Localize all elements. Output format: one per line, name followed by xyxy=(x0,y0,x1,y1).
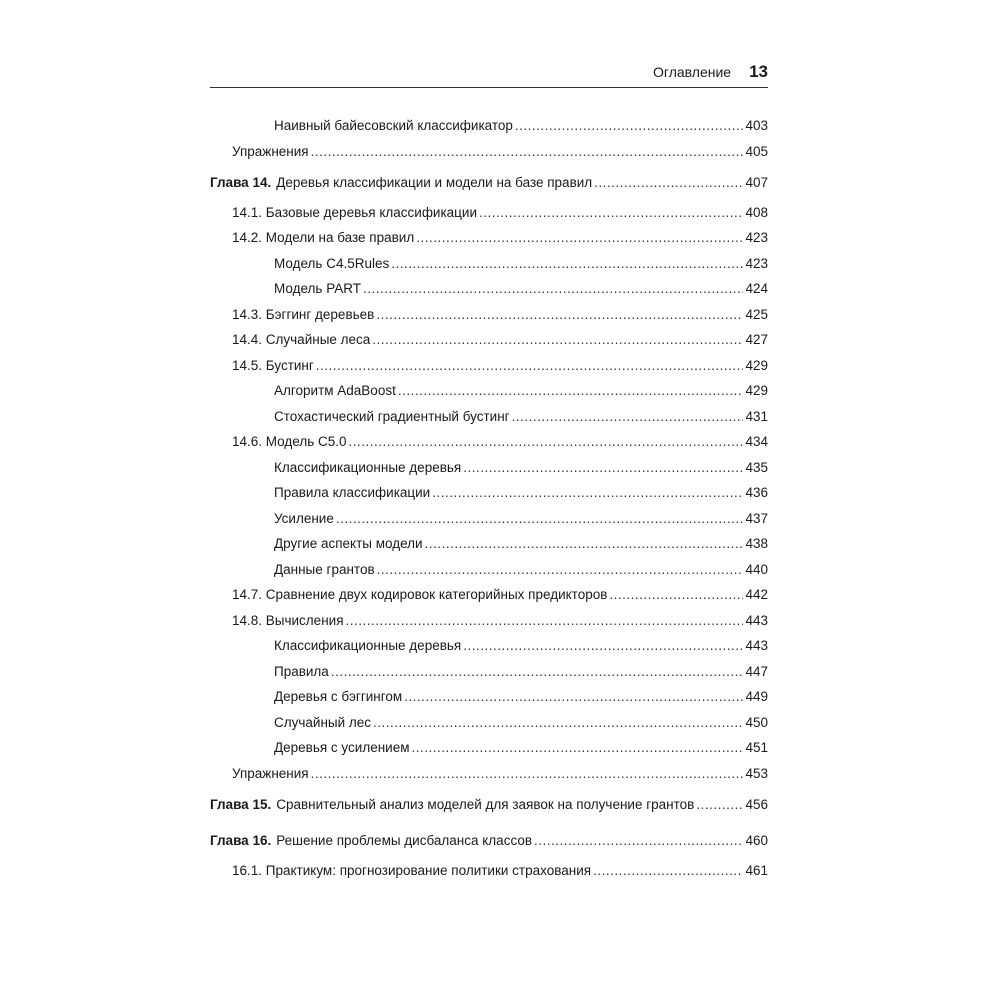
toc-entry[interactable] xyxy=(274,407,768,427)
toc-entry-title: Модель C4.5Rules xyxy=(274,256,390,271)
toc-entry-page: 449 xyxy=(745,689,768,704)
toc-entry-title: Упражнения xyxy=(232,766,309,781)
toc-entry[interactable] xyxy=(232,330,768,350)
toc-entry-title: Деревья с бэггингом xyxy=(274,689,403,704)
toc-entry-title: Упражнения xyxy=(232,144,309,159)
toc-entry-title: Правила xyxy=(274,664,329,679)
toc-entry-page: 435 xyxy=(745,460,768,475)
toc-entry-title: Правила классификации xyxy=(274,485,431,500)
toc-entry-page: 447 xyxy=(745,664,768,679)
toc-entry[interactable] xyxy=(274,687,768,707)
toc-entry-title: 14.5. Бустинг xyxy=(232,358,314,373)
toc-entry-page: 429 xyxy=(745,358,768,373)
toc-leader xyxy=(479,203,743,223)
toc-entry-title: Сравнительный анализ моделей для заявок на получение грантов xyxy=(276,797,695,812)
toc-entry[interactable] xyxy=(274,381,768,401)
toc-entry-title: 14.4. Случайные леса xyxy=(232,332,371,347)
toc-chapter-entry[interactable] xyxy=(210,795,768,815)
toc-entry[interactable] xyxy=(274,534,768,554)
toc-entry[interactable] xyxy=(274,254,768,274)
toc-entry[interactable] xyxy=(274,116,768,136)
toc-chapter-number: Глава 16. xyxy=(210,833,272,848)
toc-entry-title: Данные грантов xyxy=(274,562,375,577)
toc-entry-title: Алгоритм AdaBoost xyxy=(274,383,396,398)
toc-entry-title: Модель PART xyxy=(274,281,361,296)
toc-leader xyxy=(372,330,743,350)
toc-leader xyxy=(391,254,743,274)
toc-entry-page: 429 xyxy=(745,383,768,398)
toc-entry-page: 451 xyxy=(745,740,768,755)
toc-entry-page: 437 xyxy=(745,511,768,526)
toc-entry-title: Другие аспекты модели xyxy=(274,536,423,551)
toc-leader xyxy=(349,432,744,452)
toc-leader xyxy=(432,483,743,503)
toc-leader xyxy=(512,407,744,427)
toc-entry-page: 424 xyxy=(745,281,768,296)
toc-leader xyxy=(311,142,744,162)
toc-chapter-entry[interactable] xyxy=(210,173,768,193)
toc-leader xyxy=(609,585,743,605)
toc-entry-page: 438 xyxy=(745,536,768,551)
toc-entry-title: Случайный лес xyxy=(274,715,372,730)
toc-entry-title: 16.1. Практикум: прогнозирование политики страхования xyxy=(232,863,592,878)
toc-leader xyxy=(416,228,743,248)
toc-entry-title: Наивный байесовский классификатор xyxy=(274,118,513,133)
toc-entry-title: 14.6. Модель C5.0 xyxy=(232,434,347,449)
toc-entry-title: 14.7. Сравнение двух кодировок категорийных предикторов xyxy=(232,587,608,602)
toc-entry-page: 436 xyxy=(745,485,768,500)
toc-entry-title: 14.2. Модели на базе правил xyxy=(232,230,415,245)
toc-entry-title: 14.3. Бэггинг деревьев xyxy=(232,307,375,322)
toc-entry[interactable] xyxy=(232,203,768,223)
toc-leader xyxy=(311,764,744,784)
toc-entry[interactable] xyxy=(232,305,768,325)
toc-entry[interactable] xyxy=(274,713,768,733)
toc-leader xyxy=(373,713,743,733)
toc-entry-page: 425 xyxy=(745,307,768,322)
toc-leader xyxy=(398,381,744,401)
toc-entry-title: 14.1. Базовые деревья классификации xyxy=(232,205,477,220)
toc-entry-page: 408 xyxy=(745,205,768,220)
toc-entry-title: Деревья с усилением xyxy=(274,740,410,755)
toc-entry-page: 423 xyxy=(745,256,768,271)
toc-entry-page: 450 xyxy=(745,715,768,730)
toc-entry-page: 460 xyxy=(745,833,768,848)
toc-leader xyxy=(463,458,743,478)
toc-entry[interactable] xyxy=(232,142,768,162)
toc-entry[interactable] xyxy=(232,432,768,452)
toc-entry[interactable] xyxy=(232,611,768,631)
page-number: 13 xyxy=(749,62,768,81)
toc-leader xyxy=(593,861,743,881)
toc-entry-title: Классификационные деревья xyxy=(274,638,462,653)
toc-chapter-number: Глава 15. xyxy=(210,797,272,812)
toc-entry[interactable] xyxy=(232,861,768,881)
toc-leader xyxy=(346,611,744,631)
toc-entry[interactable] xyxy=(274,509,768,529)
toc-entry-page: 453 xyxy=(745,766,768,781)
toc-entry-page: 461 xyxy=(745,863,768,878)
toc-entry-page: 405 xyxy=(745,144,768,159)
toc-entry[interactable] xyxy=(274,662,768,682)
toc-entry-title: 14.8. Вычисления xyxy=(232,613,344,628)
toc-entry-page: 440 xyxy=(745,562,768,577)
toc-entry-page: 443 xyxy=(745,638,768,653)
toc-leader xyxy=(412,738,744,758)
toc-entry[interactable] xyxy=(274,560,768,580)
toc-entry-title: Стохастический градиентный бустинг xyxy=(274,409,510,424)
toc-leader xyxy=(331,662,744,682)
toc-entry[interactable] xyxy=(274,636,768,656)
toc-entry-page: 403 xyxy=(745,118,768,133)
toc-entry-title: Деревья классификации и модели на базе правил xyxy=(276,175,593,190)
toc-leader xyxy=(336,509,744,529)
toc-leader xyxy=(316,356,744,376)
toc-leader xyxy=(363,279,744,299)
toc-entry[interactable] xyxy=(232,356,768,376)
toc-leader xyxy=(594,173,743,193)
toc-entry[interactable] xyxy=(232,228,768,248)
toc-entry[interactable] xyxy=(232,764,768,784)
toc-chapter-entry[interactable] xyxy=(210,831,768,851)
toc-entry-title: Усиление xyxy=(274,511,334,526)
toc-leader xyxy=(515,116,744,136)
toc-entry-page: 427 xyxy=(745,332,768,347)
toc-entry[interactable] xyxy=(274,738,768,758)
toc-entry[interactable] xyxy=(274,279,768,299)
toc-leader xyxy=(696,795,743,815)
toc-leader xyxy=(463,636,743,656)
toc-entry[interactable] xyxy=(232,585,768,605)
toc-leader xyxy=(534,831,743,851)
toc-entry-page: 407 xyxy=(745,175,768,190)
toc-entry-page: 431 xyxy=(745,409,768,424)
toc-entry[interactable] xyxy=(274,483,768,503)
toc-leader xyxy=(425,534,744,554)
toc-entry-title: Классификационные деревья xyxy=(274,460,462,475)
toc-entry-title: Решение проблемы дисбаланса классов xyxy=(276,833,533,848)
toc-leader xyxy=(377,560,744,580)
toc-chapter-number: Глава 14. xyxy=(210,175,272,190)
toc-leader xyxy=(404,687,743,707)
toc-entry-page: 443 xyxy=(745,613,768,628)
toc-entry-page: 434 xyxy=(745,434,768,449)
toc-leader xyxy=(376,305,743,325)
toc-entry-page: 456 xyxy=(745,797,768,812)
toc-entry-page: 423 xyxy=(745,230,768,245)
toc-entry[interactable] xyxy=(274,458,768,478)
toc-entry-page: 442 xyxy=(745,587,768,602)
running-title: Оглавление xyxy=(653,64,732,80)
